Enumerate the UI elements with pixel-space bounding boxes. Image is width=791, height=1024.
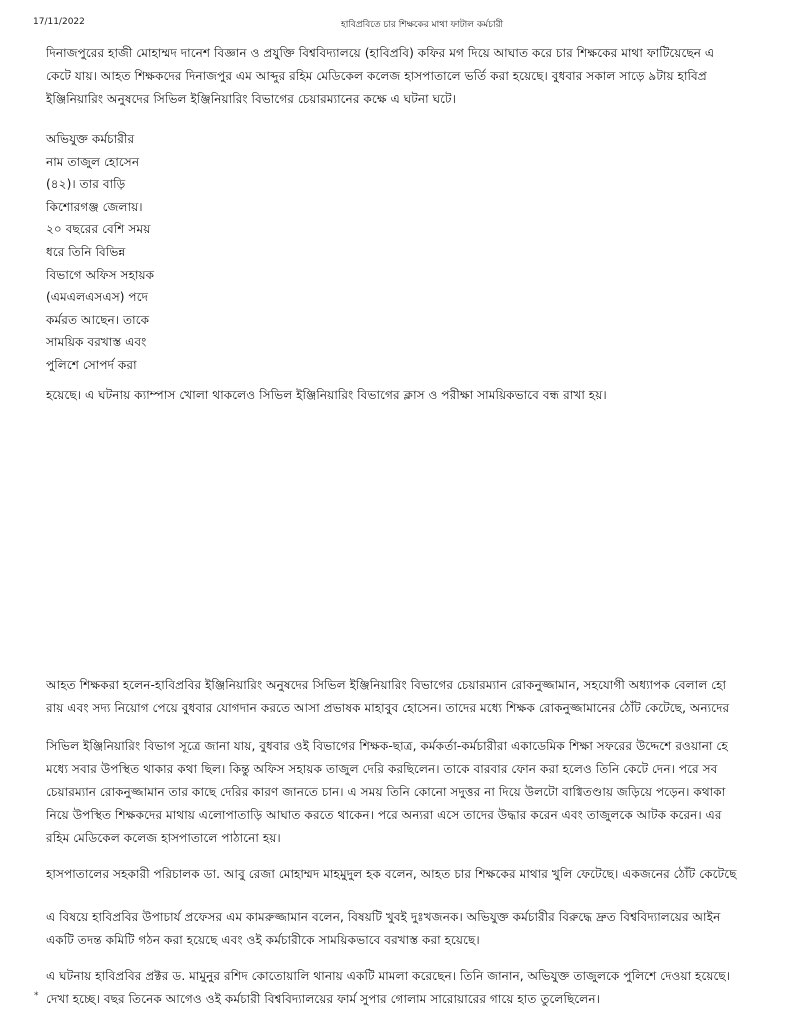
paragraph-line: চেয়ারম্যান রোকনুজ্জামান তার কাছে দেরির কারণ জানতে চান। এ সময় তিনি কোনো সদুত্তর না দিয়ে উলটো বাগ্বিতণ্ডায় জড়িয়ে পড়েন। কথাকা <box>46 785 726 799</box>
details-paragraph <box>46 735 791 850</box>
paragraph-line: দিনাজপুরের হাজী মোহাম্মদ দানেশ বিজ্ঞান ও প্রযুক্তি বিশ্ববিদ্যালয়ে (হাবিপ্রবি) কফির মগ দিয়ে আঘাত করে চার শিক্ষকের মাথা ফাটিয়েছেন এ <box>46 46 715 60</box>
vc-paragraph <box>46 906 791 952</box>
paragraph-line: বিভাগে অফিস সহায়ক <box>46 267 155 282</box>
paragraph-line: একটি তদন্ত কমিটি গঠন করা হয়েছে এবং ওই কর্মচারীকে সাময়িকভাবে বরখাস্ত করা হয়েছে। <box>46 933 480 947</box>
paragraph-line: নাম তাজুল হোসেন <box>46 154 140 169</box>
accused-paragraph <box>46 128 168 377</box>
page-title: হাবিপ্রবিতে চার শিক্ষকের মাথা ফাটাল কর্মচারী <box>341 20 504 30</box>
paragraph-line: (৪২)। তার বাড়ি <box>46 177 126 192</box>
paragraph-line: ধরে তিনি বিভিন্ন <box>46 244 126 259</box>
intro-paragraph <box>46 42 791 111</box>
paragraph-line: সিভিল ইঞ্জিনিয়ারিং বিভাগ সূত্রে জানা যায়, বুধবার ওই বিভাগের শিক্ষক-ছাত্র, কর্মকর্তা-কর্মচারীরা একাডেমিক শিক্ষা সফরের উদ্দেশে রওয়ানা হে <box>46 739 728 753</box>
paragraph-line: নিয়ে উপস্থিত শিক্ষকদের মাথায় এলোপাতাড়ি আঘাত করতে থাকেন। পরে অন্যরা এসে তাদের উদ্ধার করেন এবং তাজুলকে আটক করেন। এর <box>46 808 722 822</box>
paragraph-line: (এমএলএসএস) পদে <box>46 290 148 305</box>
hospital-paragraph <box>46 863 791 886</box>
paragraph-line: কর্মরত আছেন। তাকে <box>46 312 150 327</box>
paragraph-line: আহত শিক্ষকরা হলেন-হাবিপ্রবির ইঞ্জিনিয়ারিং অনুষদের সিভিল ইঞ্জিনিয়ারিং বিভাগের চেয়ারম্যান রোকনুজ্জামান, সহযোগী অধ্যাপক বেলাল হো <box>46 678 727 692</box>
accused-paragraph-tail <box>46 384 791 407</box>
paragraph-line: হয়েছে। এ ঘটনায় ক্যাম্পাস খোলা থাকলেও সিভিল ইঞ্জিনিয়ারিং বিভাগের ক্লাস ও পরীক্ষা সাময়িকভাবে বন্ধ রাখা হয়। <box>46 388 607 402</box>
print-date: 17/11/2022 <box>33 17 85 27</box>
paragraph-line: কেটে যায়। আহত শিক্ষকদের দিনাজপুর এম আব্দুর রহিম মেডিকেল কলেজ হাসপাতালে ভর্তি করা হয়েছে। বুধবার সকাল সাড়ে ৯টায় হাবিপ্র <box>46 69 707 83</box>
paragraph-line: ২০ বছরের বেশি সময় <box>46 222 151 237</box>
paragraph-line: দেখা হচ্ছে। বছর তিনেক আগেও ওই কর্মচারী বিশ্ববিদ্যালয়ের ফার্ম সুপার গোলাম সারোয়ারের গায়ে হাত তুলেছিলেন। <box>46 992 600 1006</box>
paragraph-line: পুলিশে সোপর্দ করা <box>46 357 137 372</box>
paragraph-line: রায় এবং সদ্য নিয়োগ পেয়ে বুধবার যোগদান করতে আসা প্রভাষক মাহাবুব হোসেন। তাদের মধ্যে শিক্ষক রোকনুজ্জামানের ঠোঁট কেটেছে, অন্যদের <box>46 701 730 715</box>
paragraph-line: ইঞ্জিনিয়ারিং অনুষদের সিভিল ইঞ্জিনিয়ারিং বিভাগের চেয়ারম্যানের কক্ষে এ ঘটনা ঘটে। <box>46 92 456 106</box>
paragraph-line: অভিযুক্ত কর্মচারীর <box>46 132 135 146</box>
injured-paragraph <box>46 674 791 720</box>
footnote-mark: * <box>34 991 39 1001</box>
paragraph-line: এ বিষয়ে হাবিপ্রবির উপাচার্য প্রফেসর এম কামরুজ্জামান বলেন, বিষয়টি খুবই দুঃখজনক। অভিযুক্ত কর্মচারীর বিরুদ্ধে দ্রুত বিশ্ববিদ্যালয়ের আইন <box>46 910 721 924</box>
paragraph-line: এ ঘটনায় হাবিপ্রবির প্রক্টর ড. মামুনুর রশিদ কোতোয়ালি থানায় একটি মামলা করেছেন। তিনি জানান, অভিযুক্ত তাজুলকে পুলিশে দেওয়া হয়েছে। <box>46 969 731 983</box>
page-header <box>0 17 791 31</box>
paragraph-line: হাসপাতালের সহকারী পরিচালক ডা. আবু রেজা মোহাম্মদ মাহমুদুল হক বলেন, আহত চার শিক্ষকের মাথার খুলি ফেটেছে। একজনের ঠোঁট কেটেছে <box>46 867 737 881</box>
paragraph-line: রহিম মেডিকেল কলেজ হাসপাতালে পাঠানো হয়। <box>46 831 281 845</box>
paragraph-line: সাময়িক বরখাস্ত এবং <box>46 335 147 350</box>
paragraph-line: কিশোরগঞ্জ জেলায়। <box>46 199 143 214</box>
paragraph-line: মধ্যে সবার উপস্থিত থাকার কথা ছিল। কিন্তু অফিস সহায়ক তাজুল দেরি করছিলেন। তাকে বারবার ফোন করা হলেও তিনি কেটে দেন। পরে সব <box>46 762 718 776</box>
case-paragraph <box>46 965 791 1011</box>
